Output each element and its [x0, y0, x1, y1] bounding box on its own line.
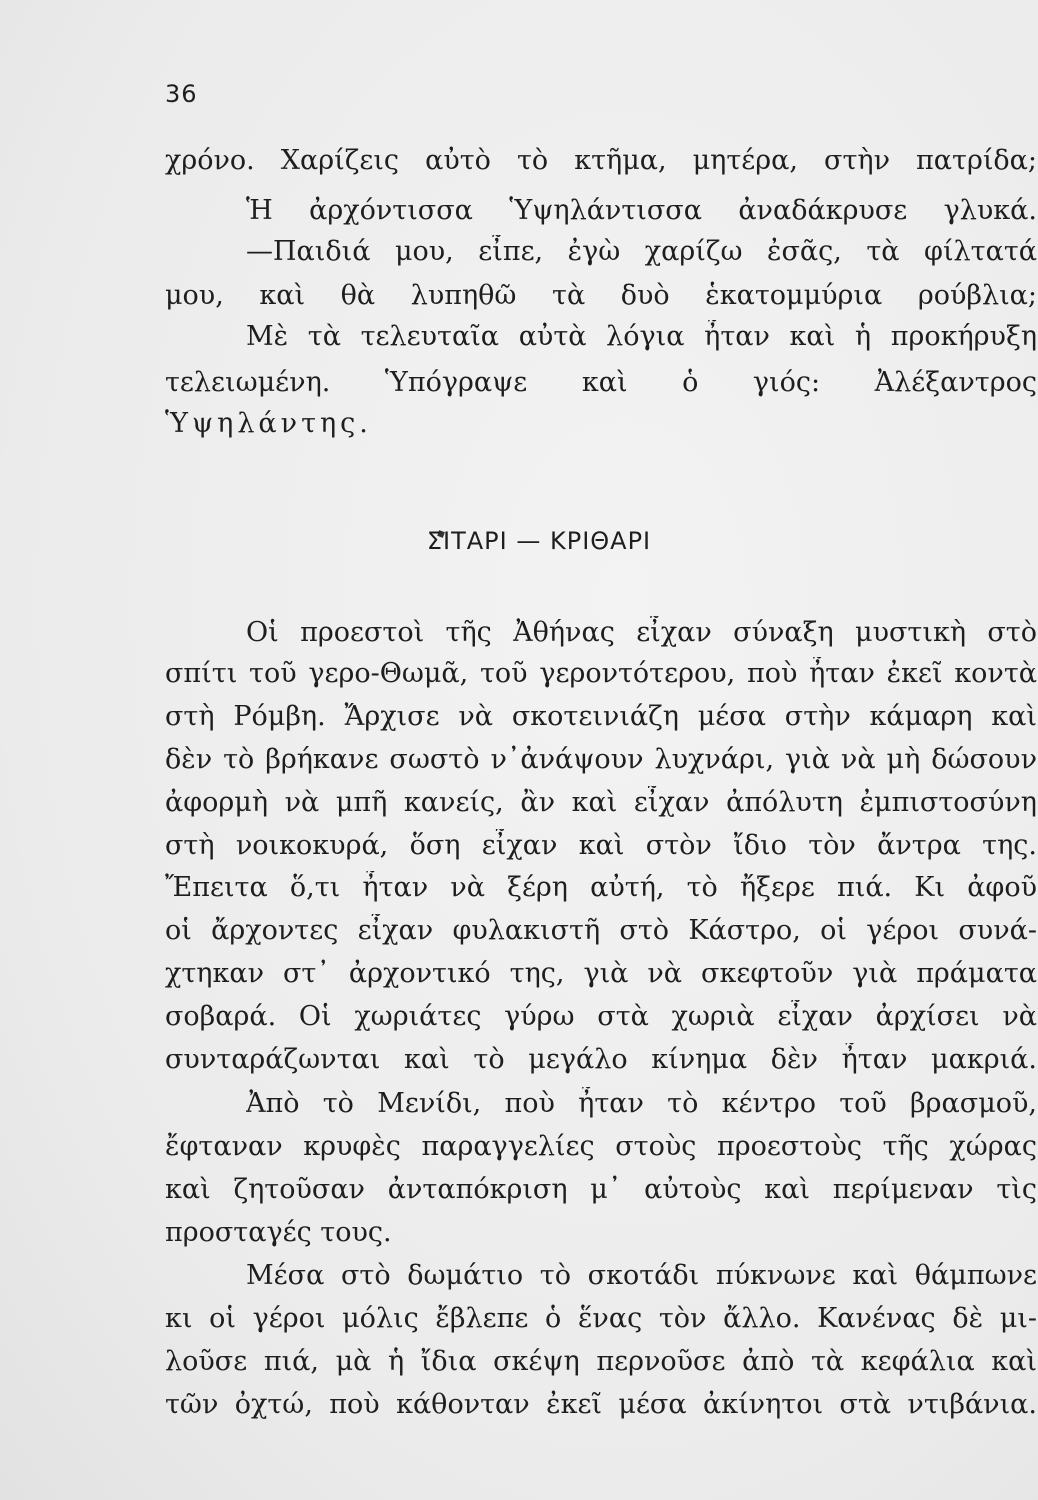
text-line: λοῦσε πιά, μὰ ἡ ἴδια σκέψη περνοῦσε ἀπὸ τὰ κεφάλια καὶ — [165, 1346, 1037, 1377]
text-line: καὶ ζητοῦσαν ἀνταπόκριση μ᾽ αὐτοὺς καὶ περίμεναν τὶς — [165, 1174, 1037, 1205]
text-line: μου, καὶ θὰ λυπηθῶ τὰ δυὸ ἑκατομμύρια ρούβλια; — [165, 280, 1037, 311]
text-line: Οἱ προεστοὶ τῆς Ἀθήνας εἶχαν σύναξη μυστικὴ στὸ — [246, 617, 1037, 648]
text-line: ἀφορμὴ νὰ μπῆ κανείς, ἂν καὶ εἶχαν ἀπόλυτη ἐμπιστοσύνη — [165, 787, 1037, 818]
text-line: τελειωμένη. Ὑπόγραψε καὶ ὁ γιός: Ἀλέξαντρος — [165, 367, 1037, 398]
text-line: ἔφταναν κρυφὲς παραγγελίες στοὺς προεστοὺς τῆς χώρας — [165, 1131, 1037, 1162]
text-line: χτηκαν στ᾽ ἀρχοντικό της, γιὰ νὰ σκεφτοῦν γιὰ πράματα — [165, 958, 1037, 989]
text-line: Ὑψηλάντης. — [165, 408, 372, 439]
text-line: Ἔπειτα ὅ,τι ἦταν νὰ ξέρη αὐτή, τὸ ἤξερε πιά. Κι ἀφοῦ — [165, 872, 1037, 903]
text-line: δὲν τὸ βρήκανε σωστὸ ν᾽ἀνάψουν λυχνάρι, γιὰ νὰ μὴ δώσουν — [165, 744, 1037, 775]
text-line: σπίτι τοῦ γερο-Θωμᾶ, τοῦ γεροντότερου, ποὺ ἦταν ἐκεῖ κοντὰ — [165, 658, 1037, 689]
text-line: Μέσα στὸ δωμάτιο τὸ σκοτάδι πύκνωνε καὶ θάμπωνε — [246, 1260, 1037, 1291]
text-line: οἱ ἄρχοντες εἶχαν φυλακιστῆ στὸ Κάστρο, οἱ γέροι συνά- — [165, 915, 1037, 946]
text-line: προσταγές τους. — [165, 1217, 392, 1248]
text-line: σοβαρά. Οἱ χωριάτες γύρω στὰ χωριὰ εἶχαν ἀρχίσει νὰ — [165, 1001, 1037, 1032]
section-heading: ΣΙΤΑΡΙ — ΚΡΙΘΑΡΙ — [426, 527, 652, 555]
text-line: κι οἱ γέροι μόλις ἔβλεπε ὁ ἕνας τὸν ἄλλο. Κανένας δὲ μι- — [165, 1303, 1037, 1334]
text-line: στὴ Ρόμβη. Ἄρχισε νὰ σκοτεινιάζη μέσα στὴν κάμαρη καὶ — [165, 701, 1037, 732]
text-line: στὴ νοικοκυρά, ὅση εἶχαν καὶ στὸν ἴδιο τὸν ἄντρα της. — [165, 830, 1037, 861]
text-line: χρόνο. Χαρίζεις αὐτὸ τὸ κτῆμα, μητέρα, στὴν πατρίδα; — [165, 145, 1037, 176]
text-line: —Παιδιά μου, εἶπε, ἐγὼ χαρίζω ἐσᾶς, τὰ φίλτατά — [246, 236, 1037, 267]
page-number: 36 — [165, 80, 198, 108]
text-line: τῶν ὀχτώ, ποὺ κάθονταν ἐκεῖ μέσα ἀκίνητοι στὰ ντιβάνια. — [165, 1389, 1037, 1420]
text-line: Ἀπὸ τὸ Μενίδι, ποὺ ἦταν τὸ κέντρο τοῦ βρασμοῦ, — [246, 1088, 1037, 1119]
text-line: συνταράζωνται καὶ τὸ μεγάλο κίνημα δὲν ἦταν μακριά. — [165, 1044, 1037, 1075]
text-line: Μὲ τὰ τελευταῖα αὐτὰ λόγια ἦταν καὶ ἡ προκήρυξη — [246, 321, 1037, 352]
text-line: Ἡ ἀρχόντισσα Ὑψηλάντισσα ἀναδάκρυσε γλυκά. — [246, 195, 1037, 226]
